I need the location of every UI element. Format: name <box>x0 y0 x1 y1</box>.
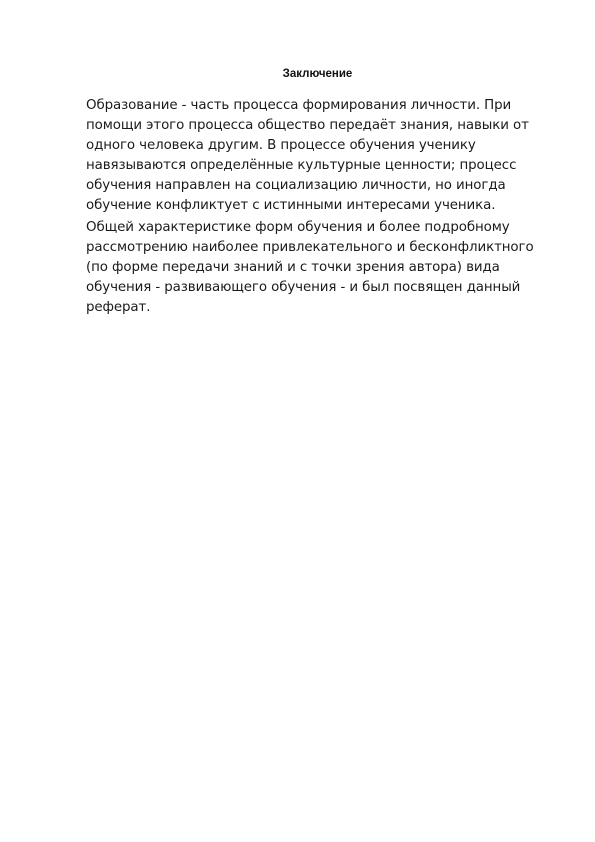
document-title: Заключение <box>282 68 353 80</box>
paragraph-2: Общей характеристике форм обучения и более подробному рассмотрению наиболее привлекательного и бесконфликтного (по форме передачи знаний и с точки зрения автора) вида обучения - развивающего обучения - и был посвящен данный реферат. <box>86 220 534 315</box>
paragraph-1: Образование - часть процесса формирования личности. При помощи этого процесса общество передаёт знания, навыки от одного человека другим. В процессе обучения ученику навязываются определённые культурные ценности; процесс обучения направлен на социализацию личности, но иногда обучение конфликтует с истинными интересами ученика. <box>86 98 529 213</box>
